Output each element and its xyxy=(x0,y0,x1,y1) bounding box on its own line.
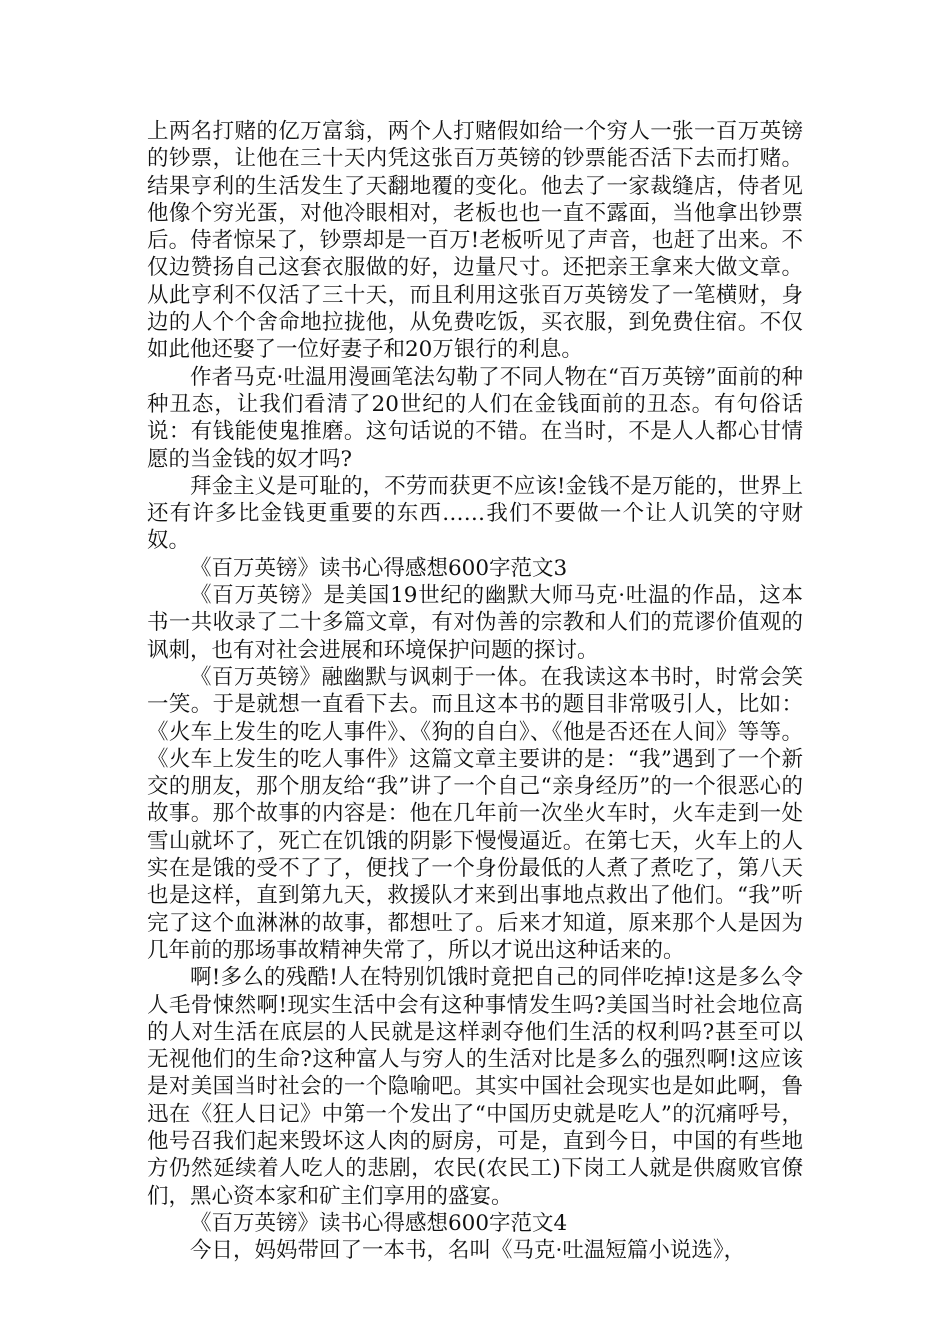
paragraph-6: 啊!多么的残酷!人在特别饥饿时竟把自己的同伴吃掉!这是多么令人毛骨悚然啊!现实生活中会有这种事情发生吗?美国当时社会地位高的人对生活在底层的人民就是这样剥夺他们生活的权利吗?甚至可以无视他们的生命?这种富人与穷人的生活对比是多么的强烈啊!这应该是对美国当时社会的一个隐喻吧。其实中国社会现实也是如此啊，鲁迅在《狂人日记》中第一个发出了“中国历史就是吃人”的沉痛呼号，他号召我们起来毁坏这人肉的厨房，可是，直到今日，中国的有些地方仍然延续着人吃人的悲剧，农民(农民工)下岗工人就是供腐败官僚们，黑心资本家和矿主们享用的盛宴。 xyxy=(147,965,803,1209)
paragraph-4: 《百万英镑》是美国19世纪的幽默大师马克·吐温的作品，这本书一共收录了二十多篇文章，有对伪善的宗教和人们的荒谬价值观的讽刺，也有对社会进展和环境保护问题的探讨。 xyxy=(147,583,803,663)
document-page xyxy=(147,118,803,1264)
section-heading-3: 《百万英镑》读书心得感想600字范文3 xyxy=(190,555,568,581)
paragraph-1: 上两名打赌的亿万富翁，两个人打赌假如给一个穷人一张一百万英镑的钞票，让他在三十天内凭这张百万英镑的钞票能否活下去而打赌。结果亨利的生活发生了天翻地覆的变化。他去了一家裁缝店，侍者见他像个穷光蛋，对他冷眼相对，老板也也一直不露面，当他拿出钞票后。侍者惊呆了，钞票却是一百万!老板听见了声音，也赶了出来。不仅边赞扬自己这套衣服做的好，边量尺寸。还把亲王拿来大做文章。从此亨利不仅活了三十天，而且利用这张百万英镑发了一笔横财，身边的人个个舍命地拉拢他，从免费吃饭，买衣服，到免费住宿。不仅如此他还娶了一位好妻子和20万银行的利息。 xyxy=(147,119,803,363)
section-heading-4: 《百万英镑》读书心得感想600字范文4 xyxy=(190,1210,568,1236)
paragraph-5: 《百万英镑》融幽默与讽刺于一体。在我读这本书时，时常会笑一笑。于是就想一直看下去。而且这本书的题目非常吸引人，比如：《火车上发生的吃人事件》、《狗的自白》、《他是否还在人间》等等。《火车上发生的吃人事件》这篇文章主要讲的是：“我”遇到了一个新交的朋友，那个朋友给“我”讲了一个自己“亲身经历”的一个很恶心的故事。那个故事的内容是：他在几年前一次坐火车时，火车走到一处雪山就坏了，死亡在饥饿的阴影下慢慢逼近。在第七天，火车上的人实在是饿的受不了了，便找了一个身份最低的人煮了煮吃了，第八天也是这样，直到第九天，救援队才来到出事地点救出了他们。“我”听完了这个血淋淋的故事，都想吐了。后来才知道，原来那个人是因为几年前的那场事故精神失常了，所以才说出这种话来的。 xyxy=(147,664,803,963)
paragraph-7: 今日，妈妈带回了一本书，名叫《马克·吐温短篇小说选》， xyxy=(190,1238,746,1264)
paragraph-2: 作者马克·吐温用漫画笔法勾勒了不同人物在“百万英镑”面前的种种丑态，让我们看清了20世纪的人们在金钱面前的丑态。有句俗话说：有钱能使鬼推磨。这句话说的不错。在当时，不是人人都心甘情愿的当金钱的奴才吗? xyxy=(147,364,803,472)
paragraph-3: 拜金主义是可耻的，不劳而获更不应该!金钱不是万能的，世界上还有许多比金钱更重要的东西……我们不要做一个让人讥笑的守财奴。 xyxy=(147,473,803,554)
